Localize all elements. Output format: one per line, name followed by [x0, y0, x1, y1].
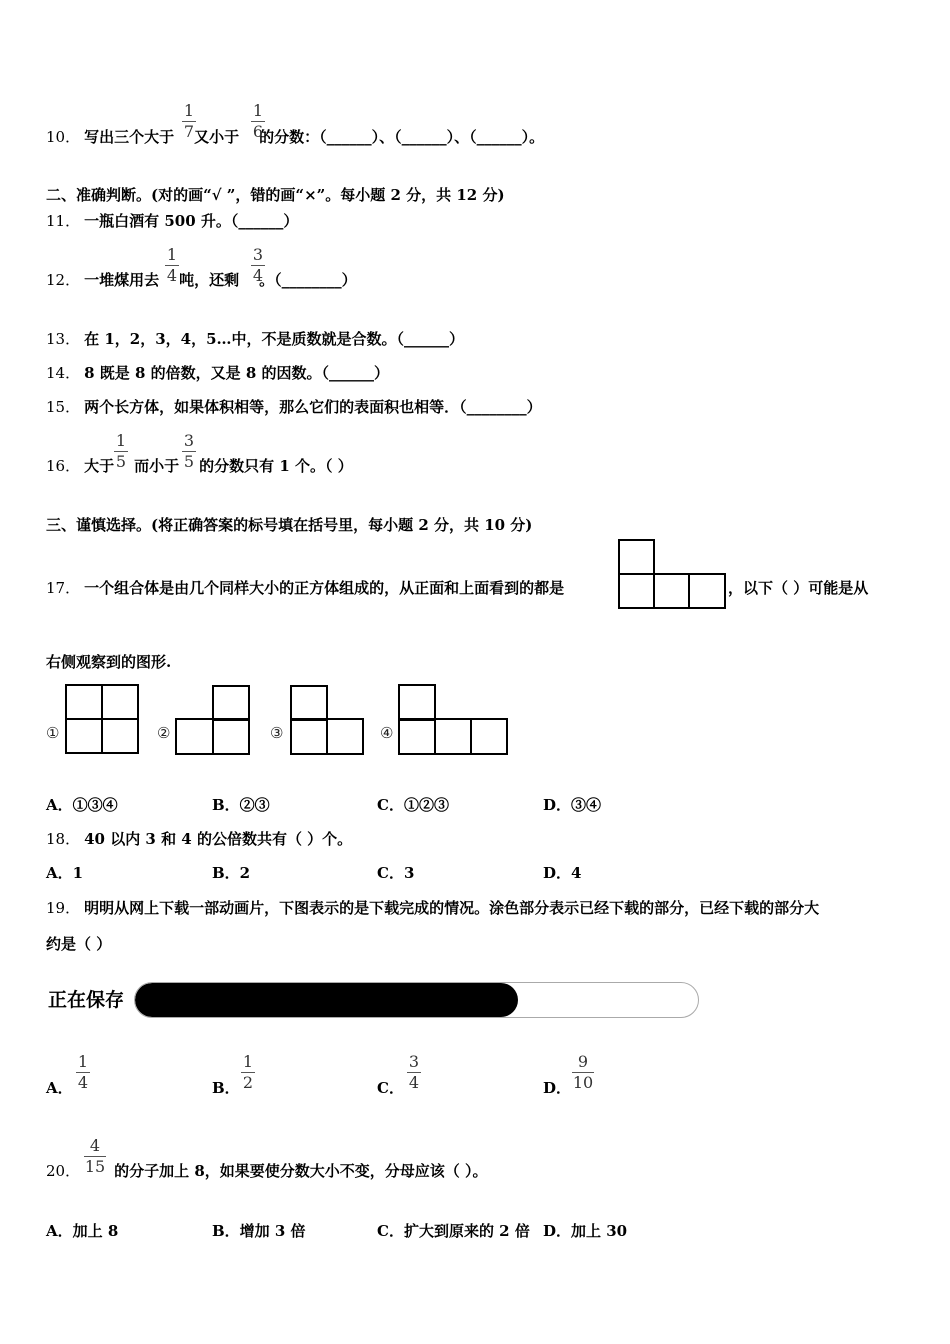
fraction-1-4: 1 4	[166, 245, 178, 285]
q17-option-d: D．③④	[543, 796, 602, 814]
question-15: 15． 两个长方体，如果体积相等，那么它们的表面积也相等．（________）	[46, 398, 542, 416]
question-10: 10． 写出三个大于 又小于 的分数：（______）、（______）、（______）。	[46, 128, 545, 146]
q19-option-c-fraction: 3 4	[408, 1052, 420, 1092]
question-17-line1-end: ，以下（ ）可能是从	[728, 579, 869, 597]
question-14: 14． 8 既是 8 的倍数，又是 8 的因数。（______）	[46, 364, 390, 382]
question-12: 12． 一堆煤用去 吨，还剩 。（________）	[46, 271, 357, 289]
q17-option-b: B．②③	[212, 796, 270, 814]
q19-option-c-letter: C．	[377, 1079, 404, 1097]
section-3-title: 三、谨慎选择。(将正确答案的标号填在括号里，每小题 2 分，共 10 分)	[46, 516, 533, 534]
fraction-4-15: 4 15	[84, 1136, 106, 1176]
question-19-line1: 19． 明明从网上下载一部动画片，下图表示的是下载完成的情况。涂色部分表示已经下载的部分，已经下载的部分大	[46, 899, 820, 917]
q19-option-b-letter: B．	[212, 1079, 240, 1097]
figure-label-4: ④	[380, 724, 394, 742]
fraction-3-4: 3 4	[252, 245, 264, 285]
question-17-line2: 右侧观察到的图形.	[46, 653, 172, 671]
q19-option-d-letter: D．	[543, 1079, 572, 1097]
q19-option-a-letter: A．	[46, 1079, 73, 1097]
question-19-line2: 约是（ ）	[46, 935, 112, 953]
progress-label: 正在保存	[48, 989, 125, 1011]
question-18: 18． 40 以内 3 和 4 的公倍数共有（ ）个。	[46, 830, 353, 848]
question-16: 16． 大于 而小于 的分数只有 1 个。（ ）	[46, 457, 353, 475]
figure-label-3: ③	[270, 724, 284, 742]
fraction-1-5: 1 5	[115, 431, 127, 471]
progress-bar	[134, 982, 699, 1018]
section-2-title: 二、准确判断。(对的画“√ ”，错的画“×”。每小题 2 分，共 12 分)	[46, 186, 505, 204]
figure-label-2: ②	[157, 724, 171, 742]
q18-option-b: B．2	[212, 864, 251, 882]
q19-option-d-fraction: 9 10	[572, 1052, 594, 1092]
fraction-1-7: 1 7	[183, 101, 195, 141]
question-11: 11． 一瓶白酒有 500 升。（______）	[46, 212, 299, 230]
q20-option-b: B．增加 3 倍	[212, 1222, 306, 1240]
question-20: 20． 的分子加上 8，如果要使分数大小不变，分母应该（ ）。	[46, 1162, 488, 1180]
q17-option-a: A．①③④	[46, 796, 118, 814]
question-number: 10．	[46, 128, 81, 146]
figure-label-1: ①	[46, 724, 60, 742]
q20-option-a: A．加上 8	[46, 1222, 119, 1240]
question-13: 13． 在 1，2，3，4，5…中，不是质数就是合数。（______）	[46, 330, 465, 348]
q20-option-d: D．加上 30	[543, 1222, 628, 1240]
fraction-1-6: 1 6	[252, 101, 264, 141]
question-17-line1: 17． 一个组合体是由几个同样大小的正方体组成的，从正面和上面看到的都是	[46, 579, 565, 597]
q20-option-c: C．扩大到原来的 2 倍	[377, 1222, 530, 1240]
fraction-3-5: 3 5	[183, 431, 195, 471]
q18-option-a: A．1	[46, 864, 84, 882]
progress-fill	[135, 983, 518, 1017]
q19-option-b-fraction: 1 2	[242, 1052, 254, 1092]
q18-option-d: D．4	[543, 864, 582, 882]
q18-option-c: C．3	[377, 864, 415, 882]
q17-option-c: C．①②③	[377, 796, 449, 814]
q19-option-a-fraction: 1 4	[77, 1052, 89, 1092]
